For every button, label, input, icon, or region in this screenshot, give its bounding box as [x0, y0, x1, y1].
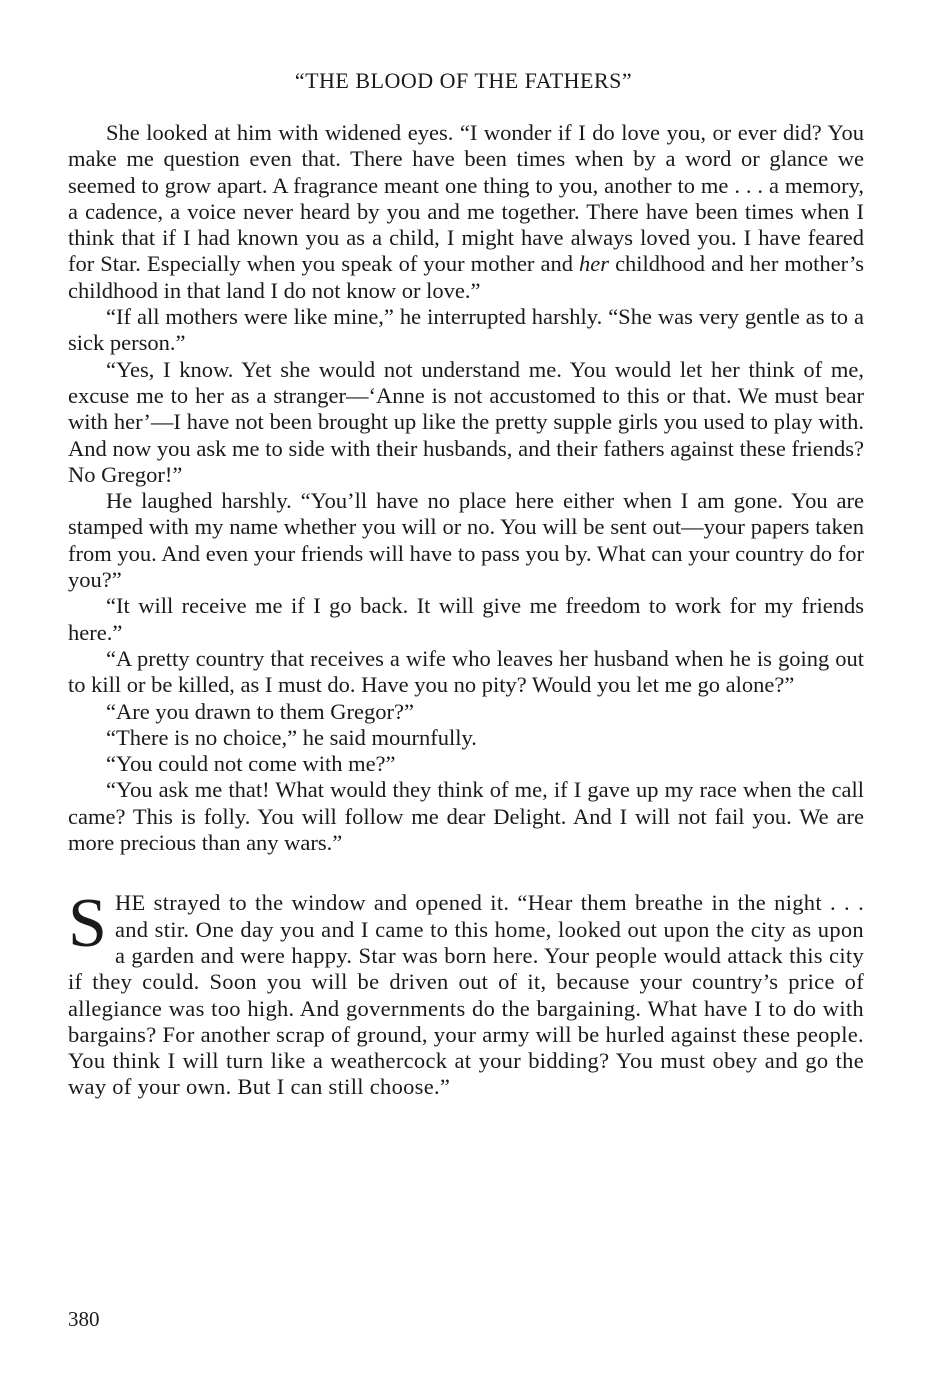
paragraph: He laughed harshly. “You’ll have no place here either when I am gone. You are stamped with my name whether you will or no. You will be sent out—your papers taken from you. And even your friends will have to pass you by. What can your country do for you?” — [68, 488, 864, 593]
italic-word: her — [579, 251, 610, 277]
paragraph: “Yes, I know. Yet she would not understand me. You would let her think of me, excuse me to her as a stranger—‘Anne is not accustomed to this or that. We must bear with her’—I have not been brought up like the pretty supple girls you used to play with. And now you ask me to side with their husbands, and their fathers against these friends? No Gregor!” — [68, 356, 864, 487]
paragraph-text: HE strayed to the window and opened it. “Hear them breathe in the night . . . and stir. One day you and I came to this home, looked out upon the city as upon a garden and were happy. Star was born here. Your people would attack this city if they could. Soon you will be driven out of it, because your country’s price of allegiance was too high. And governments do the bargaining. What have I to do with bargains? For another scrap of ground, your army will be hurled against these people. You think I will turn like a weathercock at your bidding? You must obey and go the way of your own. But I can still choose.” — [68, 890, 864, 1100]
section-break — [68, 856, 864, 890]
drop-cap-paragraph — [68, 885, 864, 1100]
running-head: “THE BLOOD OF THE FATHERS” — [294, 68, 633, 93]
paragraph: “You ask me that! What would they think of me, if I gave up my race when the call came? This is folly. You will follow me dear Delight. And I will not fail you. We are more precious than any wars.” — [68, 777, 864, 856]
paragraph — [68, 120, 864, 304]
body-text — [68, 120, 864, 1101]
paragraph: “You could not come with me?” — [106, 751, 396, 777]
drop-cap-letter: S — [68, 885, 107, 963]
page-number: 380 — [68, 1307, 100, 1331]
paragraph: “If all mothers were like mine,” he interrupted harshly. “She was very gentle as to a sick person.” — [68, 304, 864, 356]
paragraph: “There is no choice,” he said mournfully. — [106, 724, 477, 750]
paragraph: “It will receive me if I go back. It will give me freedom to work for my friends here.” — [68, 593, 864, 645]
paragraph: “Are you drawn to them Gregor?” — [106, 698, 415, 724]
paragraph-text: She looked at him with widened eyes. “I wonder if I do love you, or ever did? You make me question even that. There have been times when by a word or glance we seemed to grow apart. A fragrance meant one thing to you, another to me . . . a memory, a cadence, a voice never heard by you and me together. There have been times when I think that if I had known you as a child, I might have always loved you. I have feared for Star. Especially when you speak of your mother and — [68, 120, 864, 277]
paragraph-text: childhood and her mother’s childhood in that land I do not know or love.” — [68, 251, 864, 303]
paragraph: “A pretty country that receives a wife who leaves her husband when he is going out to kill or be killed, as I must do. Have you no pity? Would you let me go alone?” — [68, 645, 864, 698]
